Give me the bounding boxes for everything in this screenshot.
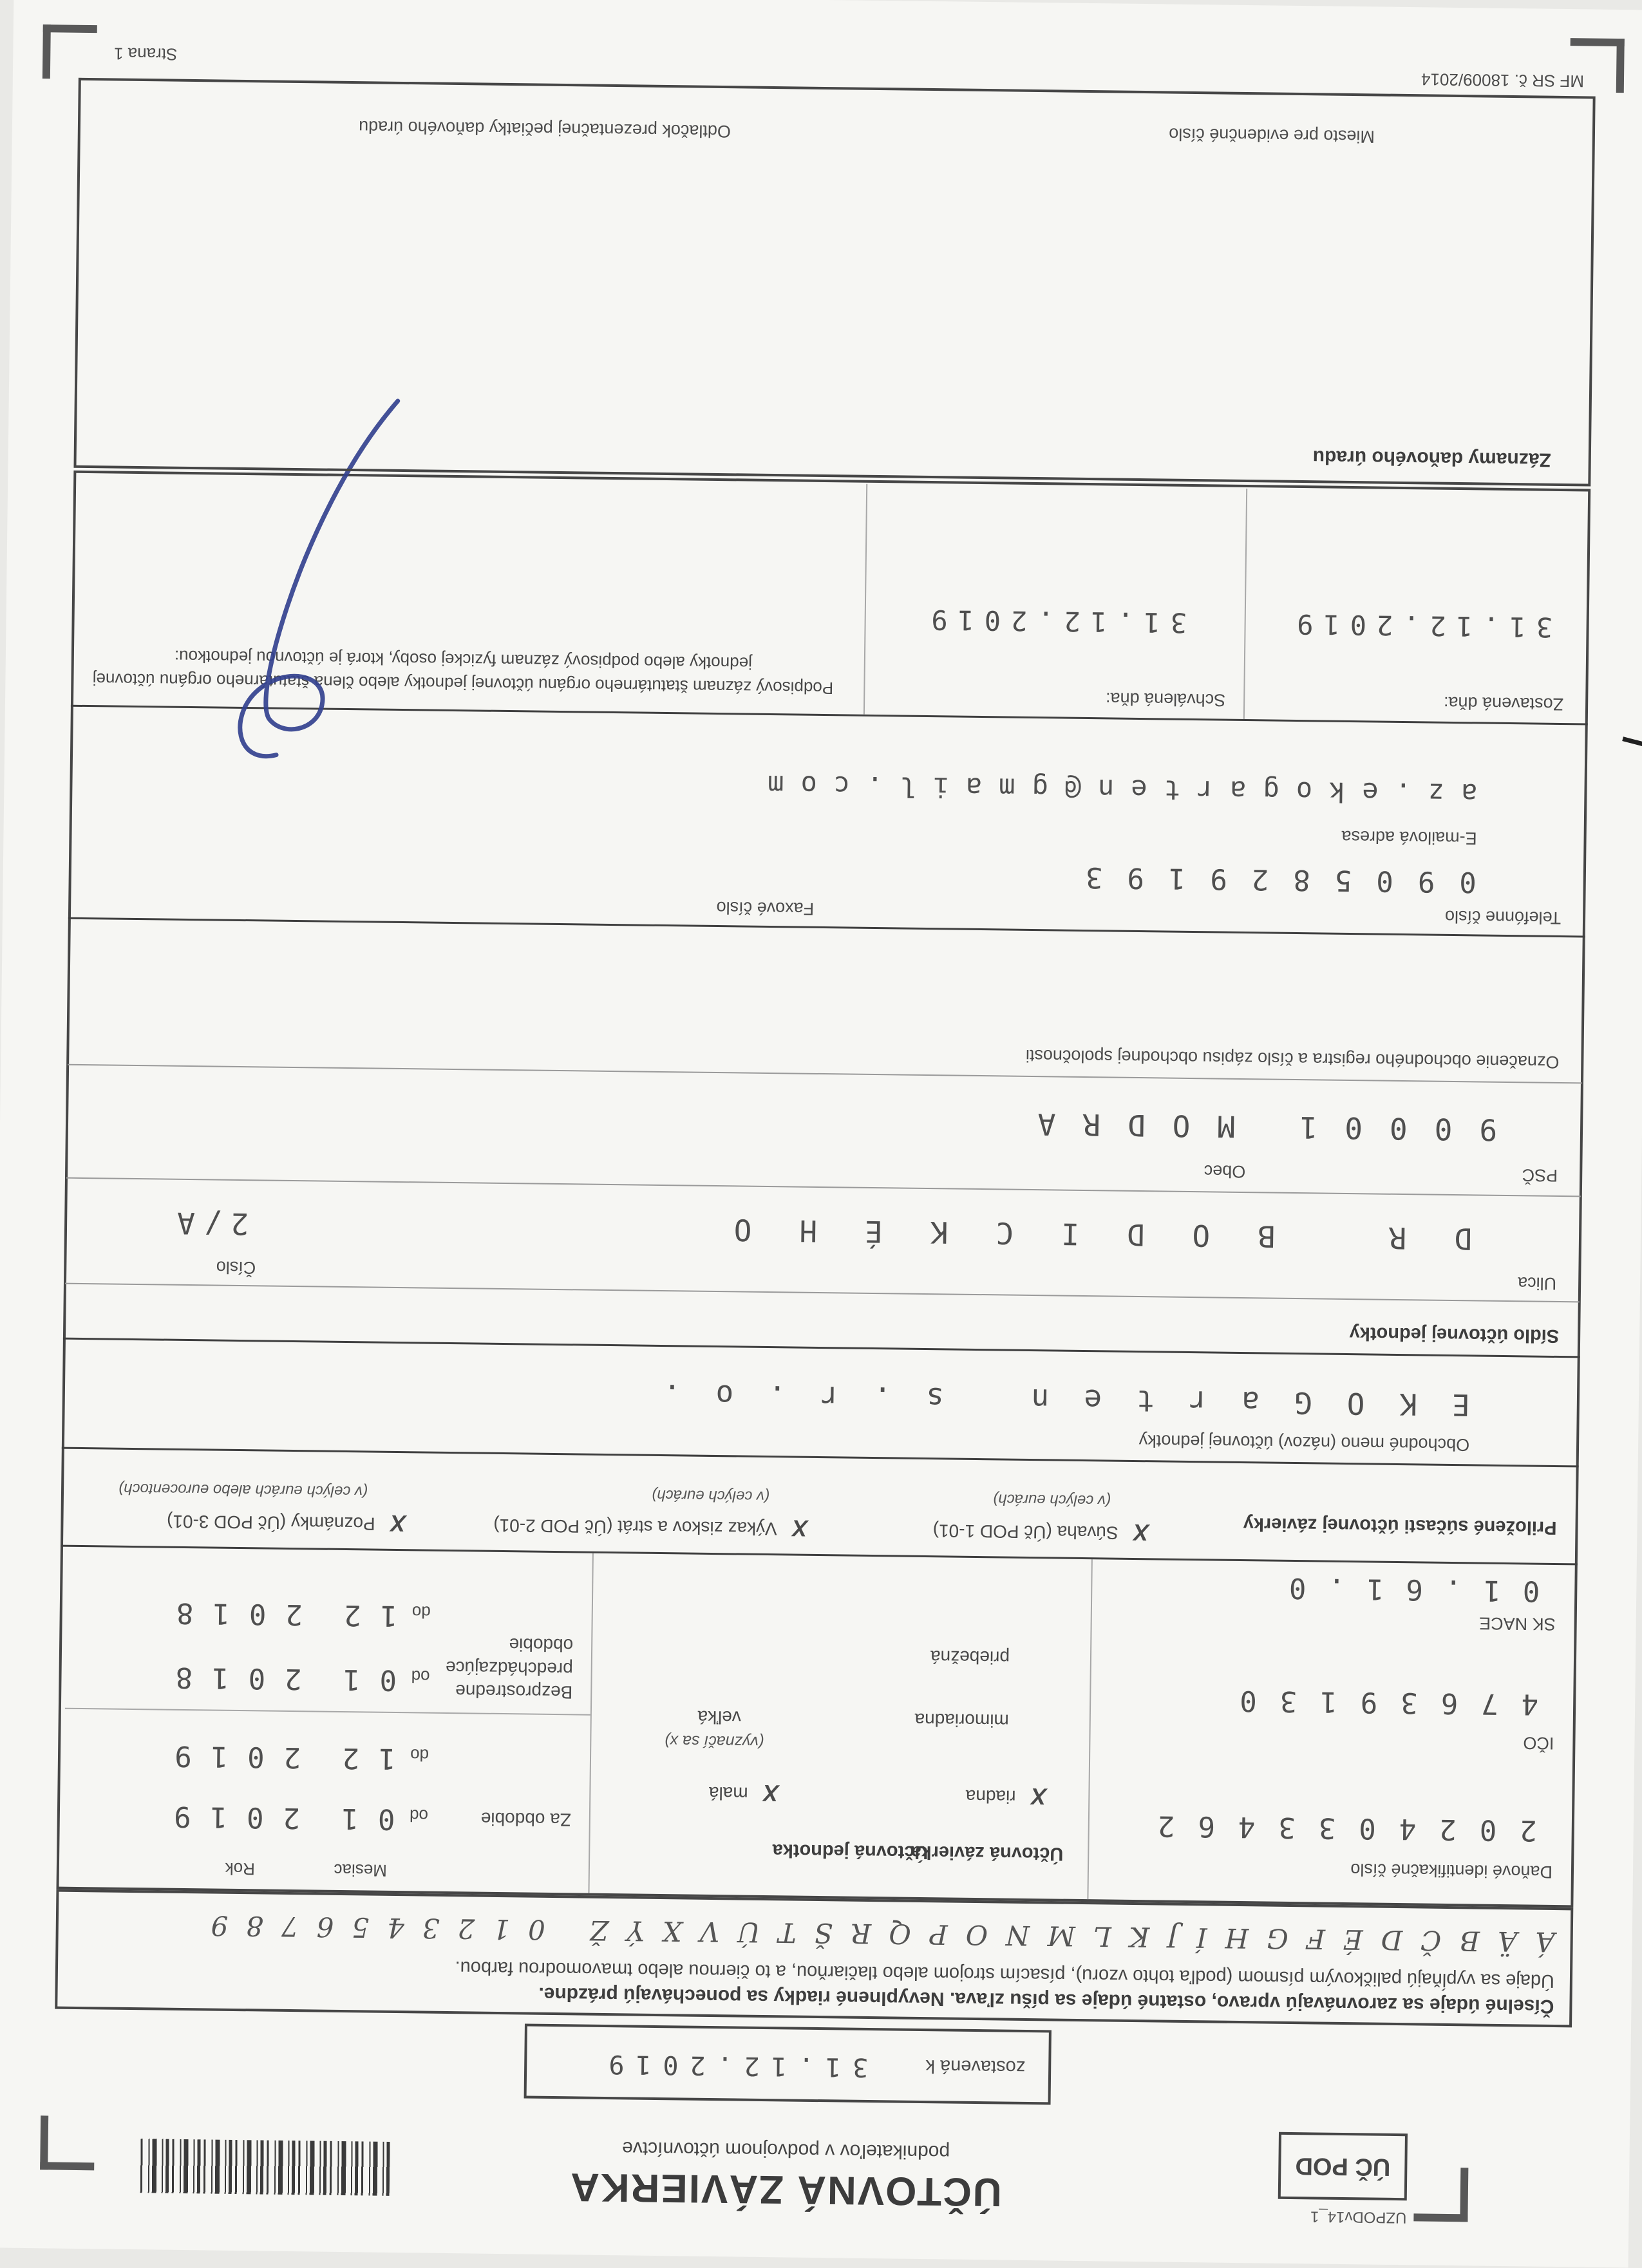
footer-reference: MF SR č. 18009/2014	[1420, 70, 1585, 91]
form-code: ÚČ POD	[1295, 2152, 1391, 2180]
business-name-label: Obchodné meno (názov) účtovnej jednotky	[1138, 1431, 1470, 1455]
previous-period-label: Bezprostredne predchádzajúce obdobie	[445, 1635, 574, 1703]
barcode	[138, 2139, 390, 2196]
compiled-date-box	[524, 2023, 1052, 2104]
current-period-to: do 12 2019	[155, 1739, 429, 1776]
previous-period-from: od 01 2018	[156, 1660, 430, 1697]
unit-size-title: Účtovná jednotka	[772, 1840, 929, 1863]
check-mark: X	[763, 1779, 779, 1807]
instructions-box	[55, 1889, 1573, 2028]
checkbox-riadna: X riadna	[965, 1783, 1047, 1810]
tax-office-title: Záznamy daňového úradu	[1312, 446, 1551, 471]
compiled-on-label: Zostavená dňa:	[1443, 693, 1564, 715]
month-header: Mesiac	[334, 1860, 388, 1880]
city-label: Obec	[1203, 1161, 1246, 1182]
handwriting-template-row: ÁÄBČDÉFGHÍJKLMNOPQRŠTÚVXÝŽ 0123456789	[193, 1909, 1555, 1958]
year-header: Rok	[225, 1859, 256, 1879]
evidence-number-caption: Miesto pre evidenčné číslo	[1169, 124, 1375, 147]
stamp-caption: Odtlačok prezentačnej pečiatky daňového úradu	[358, 117, 731, 142]
street-label: Ulica	[1517, 1273, 1557, 1293]
register-label: Označenie obchodného registra a číslo zápisu obchodnej spoločnosti	[1025, 1045, 1560, 1072]
sknace-label: SK NACE	[1478, 1613, 1556, 1634]
check-mark: X	[792, 1515, 808, 1542]
check-mark: X	[390, 1510, 406, 1537]
check-mark: X	[1031, 1783, 1047, 1810]
corner-mark-icon	[42, 24, 97, 79]
compiled-date-value: 31.12.2019	[597, 2048, 869, 2083]
poznamky-note: (v celých eurách alebo eurocentoch)	[118, 1479, 368, 1501]
phone-value: 0905829193	[1061, 860, 1477, 899]
corner-mark-icon	[1413, 2167, 1468, 2222]
email-label: E-mailová adresa	[1341, 827, 1477, 848]
checkbox-mala: X malá	[708, 1779, 779, 1807]
street-number-value: 2/A	[167, 1205, 249, 1242]
street-value: DR BODICKÉHO	[686, 1212, 1473, 1257]
business-name-value: EKOGarten s.r.o.	[628, 1377, 1471, 1423]
checkbox-velka: veľká	[697, 1707, 742, 1728]
zip-label: PSČ	[1522, 1165, 1558, 1185]
compiled-on-value: 31.12.2019	[1286, 608, 1553, 643]
checkbox-mimoriadna: mimoriadna	[914, 1709, 1009, 1731]
dic-value: 2024033462	[1134, 1809, 1538, 1847]
street-number-label: Číslo	[216, 1257, 256, 1278]
current-period-label: Za obdobie	[480, 1808, 572, 1830]
attachments-title: Priložené súčasti účtovnej závierky	[1243, 1514, 1557, 1539]
checkbox-vykaz: X Výkaz ziskov a strát (Úč POD 2-01)	[493, 1515, 808, 1542]
office-title: Sídlo účtovnej jednotky	[1349, 1323, 1560, 1347]
scan-artifact	[1622, 736, 1642, 747]
instructions-line1: Číselné údaje sa zarovnávajú vpravo, ostatné údaje sa píšu zľava. Nevyplnené riadky sa ponechávajú prázdne.	[538, 1983, 1554, 2018]
ico-value: 47639130	[1216, 1683, 1539, 1721]
page-title: ÚČTOVNÁ ZÁVIERKA	[569, 2164, 1003, 2215]
fax-label: Faxové číslo	[716, 897, 815, 919]
tax-office-box	[73, 78, 1595, 487]
form-version-label: UZPODv14_1	[1310, 2207, 1407, 2227]
page-subtitle: podnikateľov v podvojnom účtovníctve	[621, 2137, 950, 2163]
compiled-date-label: zostavená k	[925, 2056, 1026, 2077]
page-number: Strana 1	[113, 44, 178, 64]
vykaz-note: (v celých eurách)	[652, 1486, 770, 1506]
check-mark: X	[1133, 1519, 1149, 1546]
approved-on-label: Schválená dňa:	[1105, 689, 1226, 710]
ico-label: IČO	[1523, 1733, 1554, 1753]
statement-type-title: Účtovná závierka	[911, 1841, 1064, 1864]
corner-mark-icon	[40, 2115, 95, 2170]
form-code-box	[1278, 2132, 1408, 2200]
approved-on-value: 31.12.2019	[920, 603, 1187, 639]
checkbox-poznamky: X Poznámky (Úč POD 3-01)	[166, 1510, 406, 1537]
current-period-from: od 01 2019	[154, 1799, 429, 1835]
phone-label: Telefónne číslo	[1444, 906, 1562, 928]
checkbox-suvaha: X Súvaha (Úč POD 1-01)	[932, 1519, 1149, 1546]
suvaha-note: (v celých eurách)	[993, 1490, 1111, 1510]
zip-value: 90001	[1272, 1109, 1498, 1147]
instructions-line2: Údaje sa vypĺňajú paličkovým písmom (podľa tohto vzoru), písacím strojom alebo tlačiarňou, a to čiernou alebo tmavomodrou farbou.	[455, 1957, 1555, 1992]
previous-period-to: do 12 2018	[156, 1596, 431, 1633]
dic-label: Daňové identifikačné číslo	[1350, 1860, 1553, 1882]
city-value: MODRA	[1010, 1106, 1236, 1144]
checkbox-priebezna: priebežná	[930, 1647, 1010, 1668]
email-value: az.ekogarten@gmail.com	[750, 769, 1478, 810]
sknace-value: 01.61.0	[1267, 1571, 1540, 1607]
mark-with-x-note: (vyznačí sa x)	[664, 1732, 764, 1751]
signature-note: Podpisový záznam štatutárneho orgánu účtovnej jednotky alebo člena štatutárneho orgánu účtovnej jednotky alebo podpisový záznam fyzickej osoby, ktorá je účtovnou jednotkou:	[92, 646, 834, 698]
